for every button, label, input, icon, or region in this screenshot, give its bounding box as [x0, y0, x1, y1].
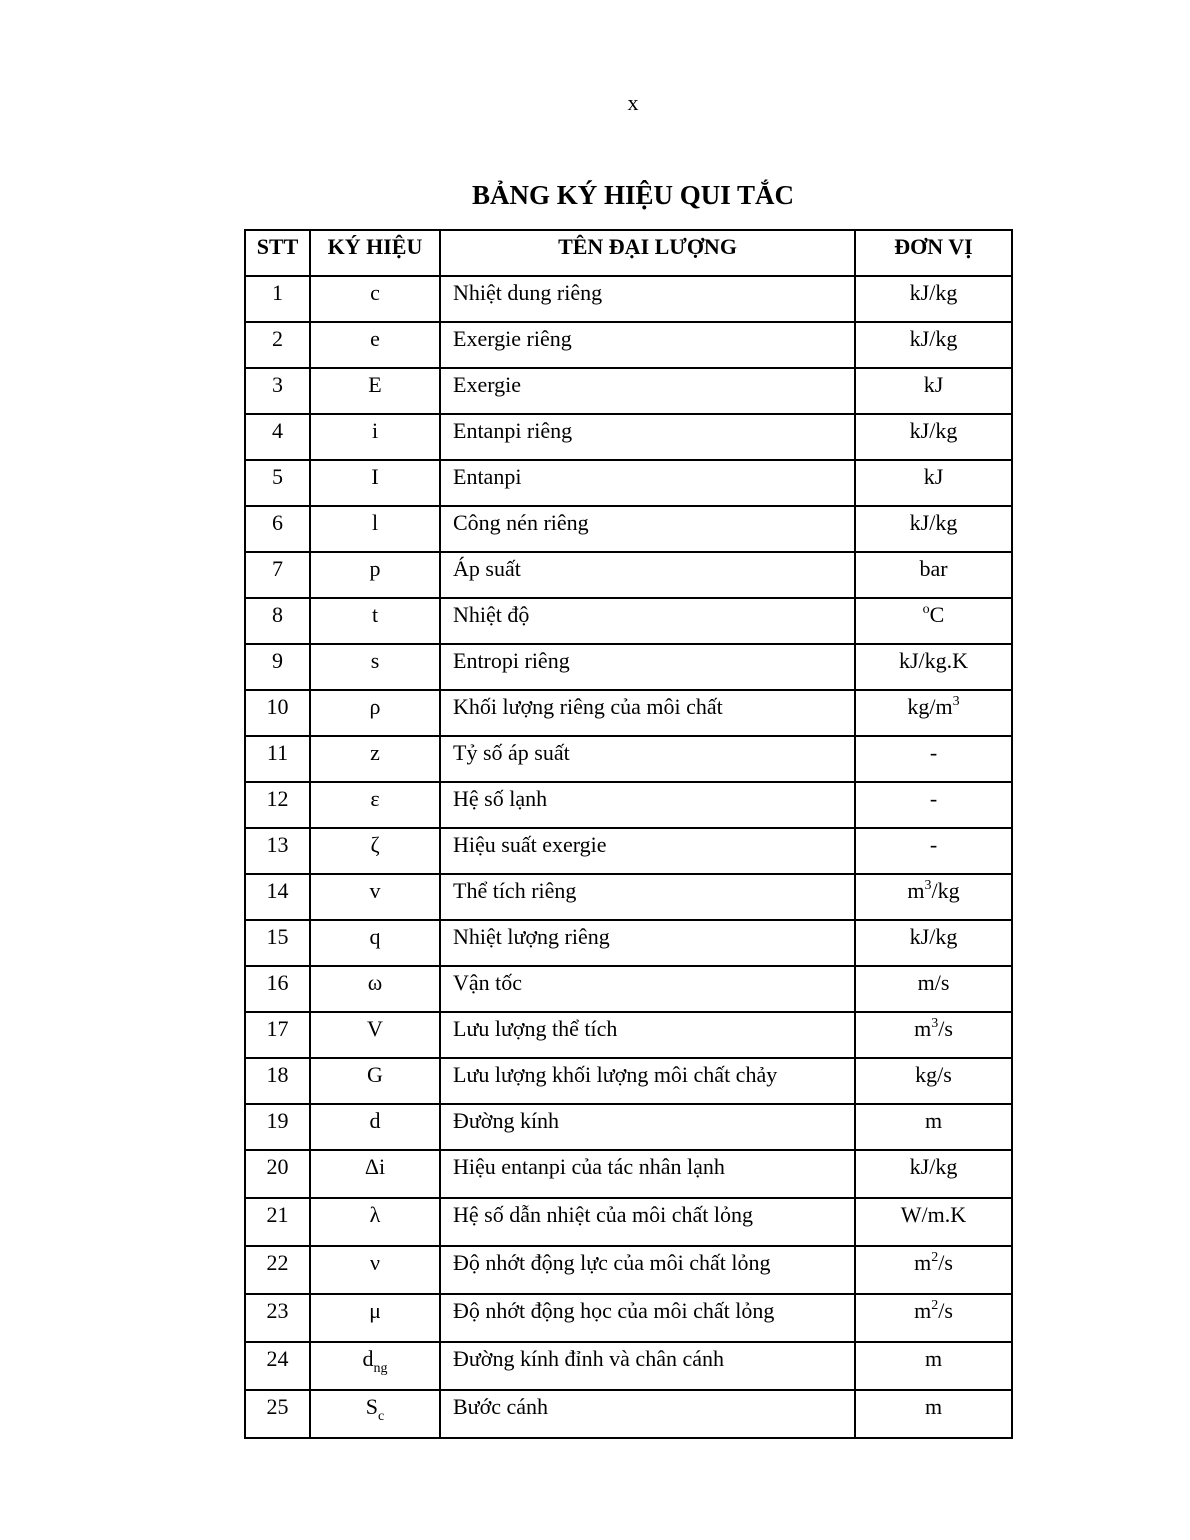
cell-stt [245, 782, 310, 828]
cell-stt [245, 1294, 310, 1342]
cell-stt [245, 1150, 310, 1198]
cell-unit [855, 1390, 1012, 1438]
unit-value: m [924, 1346, 943, 1371]
unit-value: m [914, 1016, 932, 1041]
name-value: Lưu lượng thể tích [453, 1016, 618, 1041]
cell-stt [245, 644, 310, 690]
unit-value: - [929, 740, 938, 765]
stt-value: 17 [266, 1016, 289, 1041]
cell-unit [855, 552, 1012, 598]
name-value: Đường kính [453, 1108, 560, 1133]
name-value: Hệ số dẫn nhiệt của môi chất lỏng [453, 1202, 753, 1227]
table-row [245, 920, 1012, 966]
cell-stt [245, 1246, 310, 1294]
symbol-subscript: c [378, 1409, 385, 1424]
table-row [245, 736, 1012, 782]
name-value: Exergie riêng [453, 326, 572, 351]
name-value: Entanpi riêng [453, 418, 573, 443]
stt-value: 20 [266, 1154, 289, 1179]
cell-unit [855, 874, 1012, 920]
stt-value: 7 [272, 556, 283, 581]
cell-symbol [310, 1294, 440, 1342]
cell-stt [245, 1342, 310, 1390]
unit-value: kJ/kg [909, 924, 958, 949]
table-row [245, 598, 1012, 644]
table-row [245, 1246, 1012, 1294]
cell-unit [855, 1104, 1012, 1150]
cell-name [440, 460, 855, 506]
cell-stt [245, 966, 310, 1012]
stt-value: 12 [266, 786, 289, 811]
table-row [245, 1150, 1012, 1198]
table-row [245, 276, 1012, 322]
cell-stt [245, 1012, 310, 1058]
cell-name [440, 1150, 855, 1198]
header-symbol: KÝ HIỆU [310, 230, 440, 276]
unit-value: kJ [923, 464, 944, 489]
cell-name [440, 736, 855, 782]
stt-value: 25 [266, 1394, 289, 1419]
table-row [245, 828, 1012, 874]
cell-stt [245, 414, 310, 460]
unit-value: kJ/kg [909, 510, 958, 535]
cell-unit [855, 1150, 1012, 1198]
cell-unit [855, 460, 1012, 506]
unit-superscript: 3 [952, 694, 960, 709]
unit-value: m [924, 1394, 943, 1419]
table-row [245, 506, 1012, 552]
unit-value: m/s [917, 970, 950, 995]
symbol-value: Δi [364, 1154, 386, 1179]
stt-value: 23 [266, 1298, 289, 1323]
symbol-value: t [371, 602, 379, 627]
header-unit: ĐƠN VỊ [855, 230, 1012, 276]
cell-name [440, 782, 855, 828]
cell-stt [245, 598, 310, 644]
cell-stt [245, 1058, 310, 1104]
cell-name [440, 1104, 855, 1150]
table-row [245, 1104, 1012, 1150]
header-stt: STT [245, 230, 310, 276]
table-row [245, 1012, 1012, 1058]
name-value: Độ nhớt động lực của môi chất lỏng [453, 1250, 771, 1275]
table-header [245, 230, 1012, 276]
cell-symbol [310, 920, 440, 966]
cell-name [440, 1342, 855, 1390]
cell-name [440, 1294, 855, 1342]
unit-tail: /s [938, 1298, 953, 1323]
unit-value: kJ/kg [909, 418, 958, 443]
name-value: Entanpi [453, 464, 522, 489]
symbol-value: V [367, 1016, 383, 1041]
cell-unit [855, 736, 1012, 782]
cell-stt [245, 828, 310, 874]
stt-value: 16 [266, 970, 289, 995]
cell-unit [855, 920, 1012, 966]
unit-superscript: 3 [924, 878, 932, 893]
cell-symbol [310, 1342, 440, 1390]
cell-name [440, 598, 855, 644]
cell-symbol [310, 690, 440, 736]
cell-unit [855, 506, 1012, 552]
cell-unit [855, 1246, 1012, 1294]
unit-value: kJ/kg [909, 326, 958, 351]
cell-stt [245, 736, 310, 782]
stt-value: 11 [266, 740, 289, 765]
table-row [245, 1294, 1012, 1342]
unit-value: kg/s [915, 1062, 952, 1087]
unit-value: W/m.K [900, 1202, 967, 1227]
page-number: x [627, 90, 639, 115]
cell-name [440, 690, 855, 736]
symbol-value: l [371, 510, 379, 535]
table-row [245, 1198, 1012, 1246]
cell-unit [855, 322, 1012, 368]
header-row [245, 230, 1012, 276]
cell-unit [855, 1012, 1012, 1058]
cell-name [440, 552, 855, 598]
symbol-value: p [369, 556, 381, 581]
cell-symbol [310, 598, 440, 644]
unit-superscript: o [922, 602, 930, 617]
name-value: Nhiệt dung riêng [453, 280, 603, 305]
cell-name [440, 920, 855, 966]
unit-value: kg/m [907, 694, 953, 719]
cell-unit [855, 368, 1012, 414]
name-value: Hệ số lạnh [453, 786, 548, 811]
cell-name [440, 1012, 855, 1058]
cell-symbol [310, 1150, 440, 1198]
name-value: Độ nhớt động học của môi chất lỏng [453, 1298, 775, 1323]
cell-symbol [310, 1390, 440, 1438]
name-value: Exergie [453, 372, 522, 397]
unit-value: kJ/kg [909, 280, 958, 305]
table-row [245, 690, 1012, 736]
cell-unit [855, 828, 1012, 874]
symbol-value: λ [369, 1202, 381, 1227]
stt-value: 15 [266, 924, 289, 949]
cell-symbol [310, 460, 440, 506]
cell-name [440, 1058, 855, 1104]
name-value: Nhiệt độ [453, 602, 530, 627]
symbol-value: q [369, 924, 381, 949]
symbol-value: d [362, 1346, 374, 1371]
table-body [245, 276, 1012, 1438]
symbol-value: v [369, 878, 381, 903]
symbol-value: ν [370, 1250, 380, 1275]
stt-value: 24 [266, 1346, 289, 1371]
cell-stt [245, 1104, 310, 1150]
name-value: Công nén riêng [453, 510, 589, 535]
stt-value: 19 [266, 1108, 289, 1133]
cell-symbol [310, 368, 440, 414]
unit-tail: /s [938, 1016, 953, 1041]
table-row [245, 368, 1012, 414]
stt-value: 2 [272, 326, 283, 351]
cell-symbol [310, 736, 440, 782]
unit-superscript: 2 [931, 1250, 939, 1265]
cell-unit [855, 644, 1012, 690]
cell-name [440, 322, 855, 368]
unit-tail: /kg [931, 878, 960, 903]
cell-name [440, 966, 855, 1012]
cell-name [440, 1390, 855, 1438]
stt-value: 13 [266, 832, 289, 857]
cell-unit [855, 1058, 1012, 1104]
table-row [245, 644, 1012, 690]
symbol-value: S [365, 1394, 379, 1419]
stt-value: 8 [272, 602, 283, 627]
unit-value: kJ/kg [909, 1154, 958, 1179]
stt-value: 5 [272, 464, 283, 489]
cell-unit [855, 1198, 1012, 1246]
cell-symbol [310, 414, 440, 460]
cell-symbol [310, 828, 440, 874]
cell-unit [855, 782, 1012, 828]
symbol-value: μ [369, 1298, 381, 1323]
unit-value: - [929, 832, 938, 857]
cell-name [440, 644, 855, 690]
cell-symbol [310, 1012, 440, 1058]
table-row [245, 552, 1012, 598]
cell-symbol [310, 1246, 440, 1294]
stt-value: 22 [266, 1250, 289, 1275]
cell-symbol [310, 644, 440, 690]
table-row [245, 966, 1012, 1012]
cell-unit [855, 598, 1012, 644]
symbol-value: ε [370, 786, 380, 811]
cell-symbol [310, 322, 440, 368]
cell-name [440, 828, 855, 874]
cell-unit [855, 1342, 1012, 1390]
symbol-value: G [367, 1062, 383, 1087]
unit-superscript: 3 [931, 1016, 939, 1031]
table-row [245, 1058, 1012, 1104]
unit-value: bar [919, 556, 948, 581]
cell-stt [245, 276, 310, 322]
symbol-subscript: ng [373, 1361, 388, 1376]
table-row [245, 782, 1012, 828]
table-row [245, 460, 1012, 506]
symbol-value: E [368, 372, 382, 397]
name-value: Đường kính đỉnh và chân cánh [453, 1346, 724, 1371]
name-value: Nhiệt lượng riêng [453, 924, 610, 949]
table-row [245, 322, 1012, 368]
cell-name [440, 1198, 855, 1246]
table-row [245, 1342, 1012, 1390]
name-value: Thể tích riêng [453, 878, 577, 903]
cell-stt [245, 460, 310, 506]
symbol-value: i [371, 418, 379, 443]
cell-unit [855, 414, 1012, 460]
cell-stt [245, 874, 310, 920]
stt-value: 9 [272, 648, 283, 673]
cell-stt [245, 506, 310, 552]
cell-stt [245, 1198, 310, 1246]
cell-symbol [310, 552, 440, 598]
unit-tail: /s [938, 1250, 953, 1275]
unit-tail: C [929, 602, 945, 627]
name-value: Khối lượng riêng của môi chất [453, 694, 723, 719]
symbol-value: ω [367, 970, 383, 995]
cell-symbol [310, 1058, 440, 1104]
cell-stt [245, 552, 310, 598]
table-row [245, 874, 1012, 920]
cell-unit [855, 1294, 1012, 1342]
cell-symbol [310, 506, 440, 552]
cell-stt [245, 322, 310, 368]
name-value: Hiệu suất exergie [453, 832, 607, 857]
symbol-value: ζ [370, 832, 380, 857]
unit-value: m [914, 1250, 932, 1275]
name-value: Bước cánh [453, 1394, 549, 1419]
symbol-value: c [370, 280, 380, 305]
stt-value: 3 [272, 372, 283, 397]
cell-symbol [310, 1198, 440, 1246]
unit-value: m [907, 878, 925, 903]
name-value: Lưu lượng khối lượng môi chất chảy [453, 1062, 778, 1087]
cell-symbol [310, 1104, 440, 1150]
cell-stt [245, 1390, 310, 1438]
stt-value: 14 [266, 878, 289, 903]
cell-symbol [310, 874, 440, 920]
cell-stt [245, 368, 310, 414]
name-value: Vận tốc [453, 970, 523, 995]
stt-value: 10 [266, 694, 289, 719]
cell-symbol [310, 276, 440, 322]
cell-unit [855, 966, 1012, 1012]
cell-unit [855, 690, 1012, 736]
cell-stt [245, 690, 310, 736]
symbol-table [244, 229, 1013, 1439]
cell-unit [855, 276, 1012, 322]
stt-value: 18 [266, 1062, 289, 1087]
symbol-value: d [369, 1108, 381, 1133]
unit-value: kJ [923, 372, 944, 397]
unit-value: - [929, 786, 938, 811]
unit-value: m [914, 1298, 932, 1323]
cell-symbol [310, 966, 440, 1012]
stt-value: 6 [272, 510, 283, 535]
unit-value: kJ/kg.K [898, 648, 969, 673]
stt-value: 4 [272, 418, 283, 443]
cell-name [440, 414, 855, 460]
name-value: Hiệu entanpi của tác nhân lạnh [453, 1154, 725, 1179]
unit-superscript: 2 [931, 1298, 939, 1313]
header-name: TÊN ĐẠI LƯỢNG [440, 230, 855, 276]
symbol-value: e [370, 326, 380, 351]
cell-name [440, 276, 855, 322]
symbol-value: ρ [369, 694, 381, 719]
symbol-value: z [370, 740, 380, 765]
cell-name [440, 506, 855, 552]
cell-stt [245, 920, 310, 966]
name-value: Entropi riêng [453, 648, 570, 673]
table-row [245, 1390, 1012, 1438]
name-value: Áp suất [453, 556, 521, 581]
cell-name [440, 874, 855, 920]
cell-name [440, 1246, 855, 1294]
stt-value: 21 [266, 1202, 289, 1227]
table-row [245, 414, 1012, 460]
symbol-value: s [370, 648, 380, 673]
unit-value: m [924, 1108, 943, 1133]
cell-name [440, 368, 855, 414]
document-title: BẢNG KÝ HIỆU QUI TẮC [471, 180, 795, 210]
symbol-value: I [371, 464, 379, 489]
stt-value: 1 [272, 280, 283, 305]
name-value: Tỷ số áp suất [453, 740, 570, 765]
cell-symbol [310, 782, 440, 828]
